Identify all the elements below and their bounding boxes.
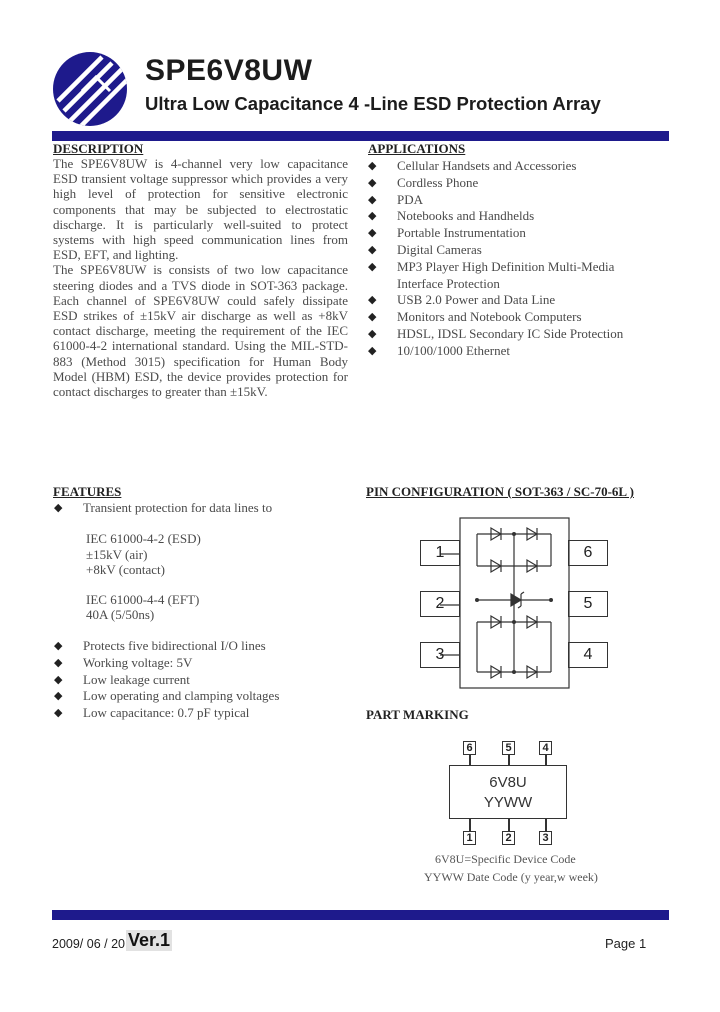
list-item: ◆ 10/100/1000 Ethernet <box>368 342 511 358</box>
marking-device-code: 6V8U <box>489 774 527 791</box>
list-item: ◆ Transient protection for data lines to <box>54 500 273 515</box>
pin-2-label: 2 <box>420 591 460 617</box>
marking-date-code: YYWW <box>483 794 533 811</box>
footer-date: 2009/ 06 / 20 <box>52 937 125 951</box>
list-item: ◆ Working voltage: 5V <box>54 654 193 670</box>
marking-pin-5: 5 <box>502 741 515 755</box>
diamond-bullet-icon: ◆ <box>368 243 377 256</box>
esd-air-value: ±15kV (air) <box>86 547 148 562</box>
list-item: ◆ MP3 Player High Definition Multi-Media Interface Protection <box>368 258 615 291</box>
footer-page-number: Page 1 <box>605 936 647 951</box>
diamond-bullet-icon: ◆ <box>54 502 63 514</box>
description-paragraph-2: The SPE6V8UW is consists of two low capacitance steering diodes and a TVS diode in SOT-363 package. Each channel of SPE6V8UW could safely dissipate ESD strikes of ±15kV air discharge as well as +8kV contact discharge, meeting the requirement of the IEC 61000-4-2 international standard. Using the MIL-STD-883 (Method 3015) specification for Human Body Model (HBM) ESD, the device provides protection for contact discharges to greater than ±15kV. <box>53 262 348 400</box>
marking-pin-4: 4 <box>539 741 552 755</box>
marking-legend-date: YYWW Date Code (y year,w week) <box>424 870 598 884</box>
list-item: ◆ HDSL, IDSL Secondary IC Side Protection <box>368 325 624 341</box>
top-divider-bar <box>52 131 669 141</box>
applications-list <box>368 158 668 360</box>
features-list <box>54 638 354 722</box>
list-item: ◆ Cellular Handsets and Accessories <box>368 158 577 173</box>
bottom-divider-bar <box>52 910 669 920</box>
esd-standard: IEC 61000-4-2 (ESD) <box>86 531 201 546</box>
pin-1-label: 1 <box>420 540 460 566</box>
diamond-bullet-icon: ◆ <box>54 707 63 720</box>
diamond-bullet-icon: ◆ <box>54 640 63 652</box>
eft-standard: IEC 61000-4-4 (EFT) <box>86 592 200 607</box>
list-item: ◆ Portable Instrumentation <box>368 225 526 241</box>
diamond-bullet-icon: ◆ <box>54 690 63 703</box>
diamond-bullet-icon: ◆ <box>368 327 377 340</box>
list-item: ◆ Digital Cameras <box>368 241 482 257</box>
diamond-bullet-icon: ◆ <box>368 160 377 172</box>
pin-6-label: 6 <box>568 540 608 566</box>
esd-contact-value: +8kV (contact) <box>86 562 165 577</box>
marking-pin-3: 3 <box>539 831 552 845</box>
diamond-bullet-icon: ◆ <box>54 656 63 669</box>
features-heading: FEATURES <box>53 484 122 499</box>
list-item: ◆ Low operating and clamping voltages <box>54 688 280 704</box>
applications-heading: APPLICATIONS <box>368 141 466 156</box>
description-heading: DESCRIPTION <box>53 141 144 156</box>
diamond-bullet-icon: ◆ <box>368 311 377 324</box>
diamond-bullet-icon: ◆ <box>368 260 377 273</box>
list-item: ◆ Low leakage current <box>54 671 190 687</box>
marking-pin-lead <box>469 819 471 831</box>
marking-chip-body <box>449 765 567 819</box>
page-title: SPE6V8UW <box>145 54 313 87</box>
list-item: ◆ Cordless Phone <box>368 174 479 190</box>
diamond-bullet-icon: ◆ <box>54 673 63 686</box>
description-text <box>53 156 348 399</box>
pin-config-heading: PIN CONFIGURATION ( SOT-363 / SC-70-6L ) <box>366 484 634 499</box>
list-item: ◆ Protects five bidirectional I/O lines <box>54 638 266 653</box>
pin-5-label: 5 <box>568 591 608 617</box>
list-item: ◆ USB 2.0 Power and Data Line <box>368 292 556 308</box>
page-subtitle: Ultra Low Capacitance 4 -Line ESD Protection Array <box>145 93 601 114</box>
diamond-bullet-icon: ◆ <box>368 210 377 223</box>
marking-pin-2: 2 <box>502 831 515 845</box>
marking-legend-device: 6V8U=Specific Device Code <box>435 852 576 866</box>
pin-4-label: 4 <box>568 642 608 668</box>
diamond-bullet-icon: ◆ <box>368 344 377 357</box>
diamond-bullet-icon: ◆ <box>368 294 377 307</box>
part-marking-heading: PART MARKING <box>366 707 469 722</box>
list-item: ◆ Notebooks and Handhelds <box>368 208 535 224</box>
marking-pin-lead <box>508 819 510 831</box>
footer-version: Ver.1 <box>128 930 171 950</box>
list-item: ◆ PDA <box>368 191 424 207</box>
pin-3-label: 3 <box>420 642 460 668</box>
diamond-bullet-icon: ◆ <box>368 227 377 240</box>
marking-pin-6: 6 <box>463 741 476 755</box>
features-intro-list <box>54 500 354 517</box>
diamond-bullet-icon: ◆ <box>368 176 377 189</box>
list-item: ◆ Low capacitance: 0.7 pF typical <box>54 705 250 721</box>
description-paragraph-1: The SPE6V8UW is 4-channel very low capacitance ESD transient voltage suppressor which provides a very high level of protection for sensitive electronic components that may be subjected to electrostatic discharge. It is particularly well-suited to protect systems with high speed communication lines from ESD, EFT, and lighting. <box>53 156 348 263</box>
marking-pin-lead <box>545 819 547 831</box>
list-item: ◆ Monitors and Notebook Computers <box>368 309 582 325</box>
diamond-bullet-icon: ◆ <box>368 193 377 206</box>
eft-value: 40A (5/50ns) <box>86 607 155 622</box>
marking-pin-1: 1 <box>463 831 476 845</box>
company-logo <box>52 51 128 127</box>
